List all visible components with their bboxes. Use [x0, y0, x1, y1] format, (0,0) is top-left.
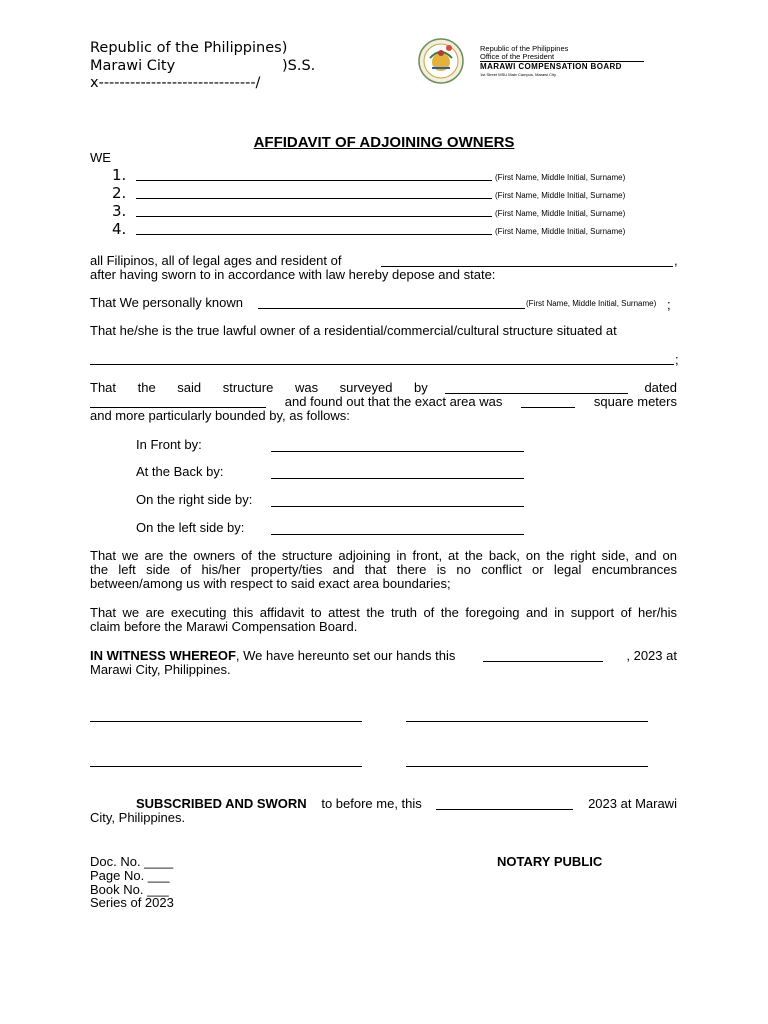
- affiant-number: 4.: [112, 220, 127, 238]
- bound-label: On the left side by:: [136, 520, 245, 535]
- doc-no: Doc. No. ____: [90, 854, 174, 869]
- witness-heading: IN WITNESS WHEREOF: [90, 648, 236, 663]
- venue-line-1: Republic of the Philippines): [90, 40, 288, 56]
- affiant-name-field[interactable]: [136, 234, 492, 235]
- known-semicolon: ;: [667, 297, 671, 312]
- attest-line-2: claim before the Marawi Compensation Board.: [90, 619, 358, 634]
- signature-line[interactable]: [406, 766, 648, 767]
- bound-right-field[interactable]: [271, 506, 524, 507]
- subscribed-line-2: City, Philippines.: [90, 810, 186, 825]
- surveyor-field[interactable]: [445, 381, 628, 394]
- subscribed-line-1: [136, 797, 677, 811]
- survey-text-2: and found out that the exact area was: [284, 394, 503, 409]
- survey-text: That the said structure was surveyed by: [90, 380, 428, 395]
- owner-text: That he/she is the true lawful owner of a residential/commercial/cultural structure situated at: [90, 323, 617, 338]
- location-field[interactable]: [90, 364, 674, 365]
- series-year: Series of 2023: [90, 895, 174, 910]
- subscribed-year: 2023 at Marawi: [588, 796, 677, 811]
- letterhead-line-2: Office of the President: [480, 52, 555, 61]
- known-text: That We personally known: [90, 295, 243, 310]
- affiant-line: [112, 220, 126, 238]
- residence-text-2: after having sworn to in accordance with law hereby depose and state:: [90, 267, 496, 282]
- witness-year: , 2023 at: [626, 648, 677, 663]
- letterhead-line-1: Republic of the Philippines: [480, 44, 569, 53]
- letterhead-address: 1st Street MSU Main Campus, Marawi City: [480, 72, 557, 77]
- signature-line[interactable]: [90, 721, 362, 722]
- adjoin-line-1: That we are the owners of the structure adjoining in front, at the back, on the right side, and on: [90, 548, 677, 563]
- adjoin-line-3: between/among us with respect to said exact area boundaries;: [90, 576, 451, 591]
- survey-date-field[interactable]: [90, 395, 266, 408]
- known-name-field[interactable]: [258, 308, 525, 309]
- page-no: Page No. ___: [90, 868, 170, 883]
- survey-dated: dated: [644, 380, 677, 395]
- letterhead-board-name: MARAWI COMPENSATION BOARD: [480, 62, 622, 71]
- witness-line-1: [90, 649, 677, 663]
- witness-date-field[interactable]: [483, 649, 603, 662]
- venue-line-3: x------------------------------/: [90, 75, 261, 91]
- affiant-number: 3.: [112, 202, 127, 220]
- bound-back-field[interactable]: [271, 478, 524, 479]
- notary-public-label: NOTARY PUBLIC: [497, 854, 603, 869]
- document-title: AFFIDAVIT OF ADJOINING OWNERS: [253, 134, 515, 151]
- affiant-name-field[interactable]: [136, 198, 492, 199]
- bound-label: On the right side by:: [136, 492, 253, 507]
- owner-semicolon: ;: [675, 352, 679, 367]
- venue-line-2-ss: )S.S.: [282, 58, 316, 74]
- subscribed-heading: SUBSCRIBED AND SWORN: [136, 796, 307, 811]
- witness-line-2: Marawi City, Philippines.: [90, 662, 231, 677]
- affiant-name-hint: (First Name, Middle Initial, Surname): [495, 191, 626, 200]
- adjoin-line-2: the left side of his/her property/ties and that there is no conflict or legal encumbrances: [90, 562, 677, 577]
- witness-lead: [90, 649, 455, 663]
- affiant-number: 2.: [112, 184, 127, 202]
- we-label: WE: [90, 150, 111, 165]
- affiant-name-hint: (First Name, Middle Initial, Surname): [495, 173, 626, 182]
- known-name-hint: (First Name, Middle Initial, Surname): [526, 299, 657, 308]
- affiant-line: [112, 166, 126, 184]
- residence-comma: ,: [674, 253, 678, 268]
- bound-left-field[interactable]: [271, 534, 524, 535]
- bound-label: At the Back by:: [136, 464, 224, 479]
- residence-text: all Filipinos, all of legal ages and resident of: [90, 253, 342, 268]
- subscribed-text: to before me, this: [321, 796, 422, 811]
- book-no: Book No. ___: [90, 882, 169, 897]
- survey-line-3: and more particularly bounded by, as follows:: [90, 408, 350, 423]
- affiant-name-hint: (First Name, Middle Initial, Surname): [495, 209, 626, 218]
- affiant-name-hint: (First Name, Middle Initial, Surname): [495, 227, 626, 236]
- survey-unit: square meters: [593, 394, 677, 409]
- survey-line-1: [90, 381, 677, 395]
- subscribed-date-field[interactable]: [436, 797, 573, 810]
- signature-line[interactable]: [406, 721, 648, 722]
- venue-line-2-city: Marawi City: [90, 58, 176, 74]
- affiant-number: 1.: [112, 166, 127, 184]
- area-field[interactable]: [521, 395, 575, 408]
- seal-logo: [418, 38, 464, 84]
- affiant-name-field[interactable]: [136, 180, 492, 181]
- witness-text: , We have hereunto set our hands this: [235, 648, 456, 663]
- bound-front-field[interactable]: [271, 451, 524, 452]
- signature-line[interactable]: [90, 766, 362, 767]
- affiant-name-field[interactable]: [136, 216, 492, 217]
- survey-line-2: [90, 395, 677, 409]
- bound-label: In Front by:: [136, 437, 202, 452]
- affiant-line: [112, 184, 126, 202]
- affiant-line: [112, 202, 126, 220]
- attest-line-1: That we are executing this affidavit to attest the truth of the foregoing and in support of her/his: [90, 605, 677, 620]
